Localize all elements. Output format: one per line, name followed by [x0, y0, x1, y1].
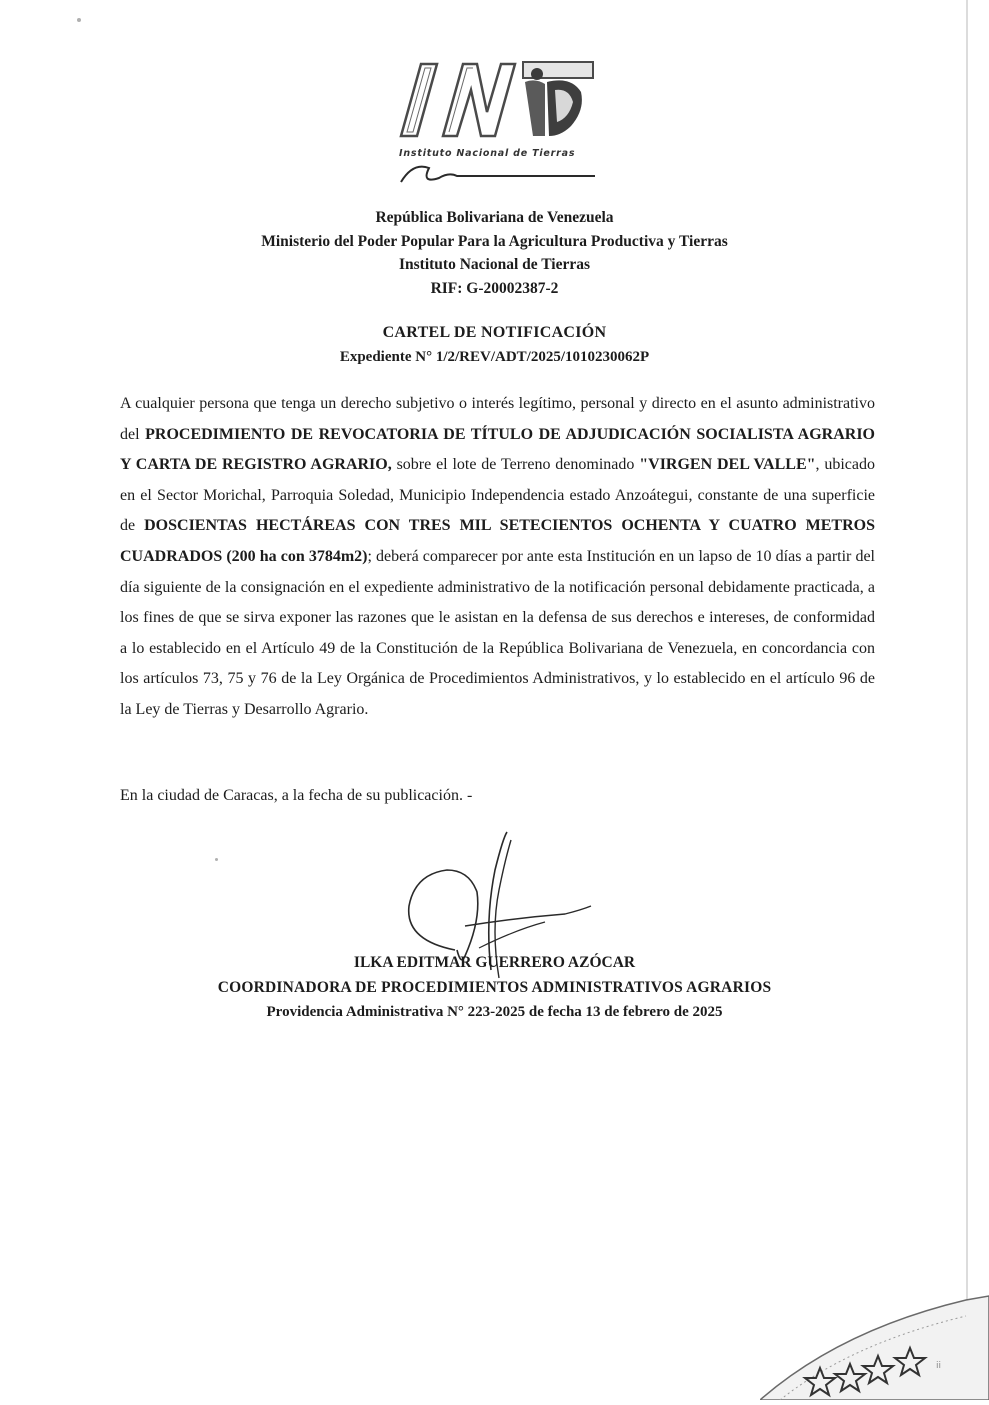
- case-number: Expediente N° 1/2/REV/ADT/2025/1010230062P: [339, 349, 650, 365]
- notice-body: [120, 389, 875, 726]
- letterhead-institute: Instituto Nacional de Tierras: [398, 256, 591, 273]
- scan-speck: [215, 858, 218, 861]
- body-text: ; deberá comparecer por ante esta Institución en un lapso de 10 días a partir del día siguiente de la consignación en el expediente administrativo de la notificación personal debidamente practicada, a los fines de que se sirva exponer las razones que le asistan en la defensa de sus derechos e intereses, de conformidad a lo establecido en el Artículo 49 de la Constitución de la República Bolivariana de Venezuela, en concordancia con los artículos 73, 75 y 76 de la Ley Orgánica de Procedimientos Administrativos, y lo establecido en el artículo 96 de la Ley de Tierras y Desarrollo Agrario.: [120, 547, 876, 718]
- letterhead-rif: RIF: G-20002387-2: [430, 279, 559, 297]
- logo-caption: Instituto Nacional de Tierras: [399, 148, 576, 159]
- svg-text:ii: ii: [936, 1361, 942, 1371]
- notice-heading: [0, 321, 989, 369]
- signatory-providencia: Providencia Administrativa N° 223-2025 de fecha 13 de febrero de 2025: [266, 1004, 723, 1020]
- signatory-block: [0, 950, 989, 1025]
- int-logo-icon: [385, 52, 620, 192]
- body-text: A cualquier persona que tenga un derecho subjetivo o interés legítimo, personal y directo en el asunto administrativo del: [120, 395, 875, 443]
- body-bold-procedure: PROCEDIMIENTO DE REVOCATORIA DE TÍTULO DE ADJUDICACIÓN SOCIALISTA AGRARIO Y CARTA DE REGISTRO AGRARIO,: [120, 425, 875, 474]
- body-bold-surface: DOSCIENTAS HECTÁREAS CON TRES MIL SETECIENTOS OCHENTA Y CUATRO METROS CUADRADOS (200 ha con 3784m2): [120, 517, 876, 565]
- body-text: sobre el lote de Terreno denominado: [391, 456, 640, 474]
- stars-seal-icon: [760, 1290, 989, 1400]
- notice-title: CARTEL DE NOTIFICACIÓN: [382, 324, 607, 341]
- body-text: , ubicado en el Sector Morichal, Parroquia Soledad, Municipio Independencia estado Anzoátegui, constante de una superficie de: [120, 456, 875, 535]
- scan-speck: [77, 18, 81, 22]
- letterhead: [0, 206, 989, 300]
- letterhead-country: República Bolivariana de Venezuela: [375, 209, 614, 226]
- letterhead-ministry: Ministerio del Poder Popular Para la Agricultura Productiva y Tierras: [261, 232, 728, 250]
- signatory-position: COORDINADORA DE PROCEDIMIENTOS ADMINISTRATIVOS AGRARIOS: [217, 979, 772, 996]
- closing-line: En la ciudad de Caracas, a la fecha de su publicación. -: [120, 787, 473, 804]
- signatory-name: ILKA EDITMAR GUERRERO AZÓCAR: [353, 954, 636, 971]
- institution-logo: [385, 52, 620, 192]
- body-bold-land-name: "VIRGEN DEL VALLE": [639, 456, 816, 474]
